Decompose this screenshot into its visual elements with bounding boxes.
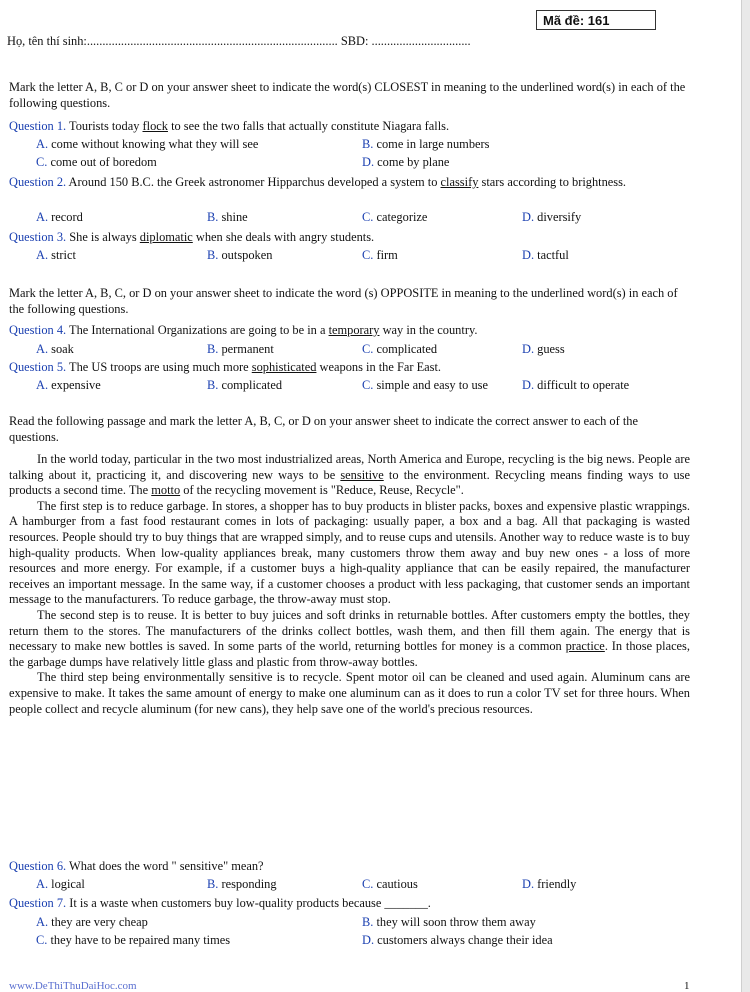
underlined-word: temporary (328, 323, 380, 337)
underlined-word: classify (440, 175, 479, 189)
question-4: Question 4. The International Organizations are going to be in a temporary way in the country. (9, 323, 478, 337)
question-3-label: Question 3. (9, 230, 67, 244)
passage-paragraph-4: The third step being environmentally sensitive is to recycle. Spent motor oil can be cleaned and used again. Aluminum cans are expensive to make. It takes the same amount of energy to make one aluminum can as it does to run a color TV set for three hours. When people collect and recycle aluminum (for new cans), they help save one of the world's precious resources. (9, 670, 690, 716)
q6-option-d: D. friendly (522, 877, 577, 891)
exam-code-box: Mã đề: 161 (536, 10, 656, 30)
q7-option-a: A. they are very cheap (36, 915, 148, 929)
underlined-word: flock (142, 119, 168, 133)
underlined-word: practice (565, 639, 605, 654)
q5-option-d: D. difficult to operate (522, 378, 630, 392)
q4-option-a: A. soak (36, 342, 74, 356)
q1-option-a: A. come without knowing what they will see (36, 137, 259, 151)
candidate-info-line: Họ, tên thí sinh:................................................................................. SBD: ................................ (7, 34, 471, 48)
section3-instruction: Read the following passage and mark the letter A, B, C, or D on your answer sheet to indicate the correct answer to each of the questions. (9, 414, 638, 444)
q4-option-c: C. complicated (362, 342, 438, 356)
question-3: Question 3. She is always diplomatic when she deals with angry students. (9, 230, 375, 244)
question-6: Question 6. What does the word " sensitive" mean? (9, 859, 264, 873)
q1-option-c: C. come out of boredom (36, 155, 157, 169)
question-2-label: Question 2. (9, 175, 67, 189)
passage-paragraph-3: The second step is to reuse. It is better to buy juices and soft drinks in returnable bottles. After customers empty the bottles, they return them to the stores. The manufacturers of the drinks collect bottles, wash them, and then fill them again. The energy that is necessary to make new bottles is saved. In some parts of the world, returning bottles for money is a common practice. In those places, the garbage dumps have relatively little glass and plastic from throw-away bottles. (9, 607, 690, 669)
underlined-word: motto (151, 483, 181, 498)
underlined-word: sensitive (340, 467, 384, 482)
section2-instruction: Mark the letter A, B, C, or D on your answer sheet to indicate the word (s) OPPOSITE in meaning to the underlined word(s) in each of the following questions. (9, 286, 678, 316)
question-1-label: Question 1. (9, 119, 67, 133)
q7-option-c: C. they have to be repaired many times (36, 933, 231, 947)
passage-paragraph-1: In the world today, particular in the two most industrialized areas, North America and Europe, recycling is the big news. People are talking about it, practicing it, and discovering new ways to be sensitive to the environment. Recycling means finding ways to use products a second time. The motto of the recycling movement is "Reduce, Reuse, Recycle". (9, 452, 690, 498)
q6-option-c: C. cautious (362, 877, 418, 891)
q7-option-d: D. customers always change their idea (362, 933, 553, 947)
section1-instruction: Mark the letter A, B, C or D on your answer sheet to indicate the word(s) CLOSEST in meaning to the underlined word(s) in each of the following questions. (9, 80, 686, 110)
q2-option-d: D. diversify (522, 210, 582, 224)
q3-option-d: D. tactful (522, 248, 569, 262)
q5-option-a: A. expensive (36, 378, 101, 392)
page-number: 1 (684, 980, 690, 992)
q5-option-b: B. complicated (207, 378, 283, 392)
q3-option-b: B. outspoken (207, 248, 273, 262)
q7-option-b: B. they will soon throw them away (362, 915, 536, 929)
page-edge (741, 0, 750, 992)
q1-option-d: D. come by plane (362, 155, 450, 169)
question-7-label: Question 7. (9, 896, 67, 910)
question-7: Question 7. It is a waste when customers buy low-quality products because _______. (9, 896, 431, 910)
question-4-label: Question 4. (9, 323, 67, 337)
q6-option-b: B. responding (207, 877, 277, 891)
q4-option-d: D. guess (522, 342, 565, 356)
q2-option-c: C. categorize (362, 210, 428, 224)
question-5: Question 5. The US troops are using much more sophisticated weapons in the Far East. (9, 360, 442, 374)
q6-option-a: A. logical (36, 877, 85, 891)
footer-website-link[interactable]: www.DeThiThuDaiHoc.com (9, 980, 137, 992)
q3-option-a: A. strict (36, 248, 76, 262)
reading-passage (9, 452, 690, 717)
q1-option-b: B. come in large numbers (362, 137, 490, 151)
question-2: Question 2. Around 150 B.C. the Greek astronomer Hipparchus developed a system to classify stars according to brightness. (9, 175, 627, 189)
question-5-label: Question 5. (9, 360, 67, 374)
q2-option-a: A. record (36, 210, 83, 224)
underlined-word: diplomatic (139, 230, 193, 244)
q4-option-b: B. permanent (207, 342, 274, 356)
passage-paragraph-2: The first step is to reduce garbage. In stores, a shopper has to buy products in blister packs, boxes and expensive plastic wrappings. A hamburger from a fast food restaurant comes in lots of packaging: usually paper, a box and a bag. All that packaging is wasted resources. People should try to buy things that are wrapped simply, and to reuse cups and utensils. Another way to reduce waste is to buy high-quality products. When low-quality appliances break, many customers throw them away and buy new ones - a loss of more resources and more energy. For example, if a customer buys a high-quality appliance that can be easily repaired, the manufacturer receives an important message. In the same way, if a customer chooses a product with less packaging, that customer sends an important message to the manufacturers. To reduce garbage, the throw-away must stop. (9, 498, 690, 607)
q3-option-c: C. firm (362, 248, 398, 262)
q2-option-b: B. shine (207, 210, 248, 224)
question-6-label: Question 6. (9, 859, 67, 873)
q5-option-c: C. simple and easy to use (362, 378, 488, 392)
question-1: Question 1. Tourists today flock to see the two falls that actually constitute Niagara falls. (9, 119, 450, 133)
underlined-word: sophisticated (251, 360, 317, 374)
